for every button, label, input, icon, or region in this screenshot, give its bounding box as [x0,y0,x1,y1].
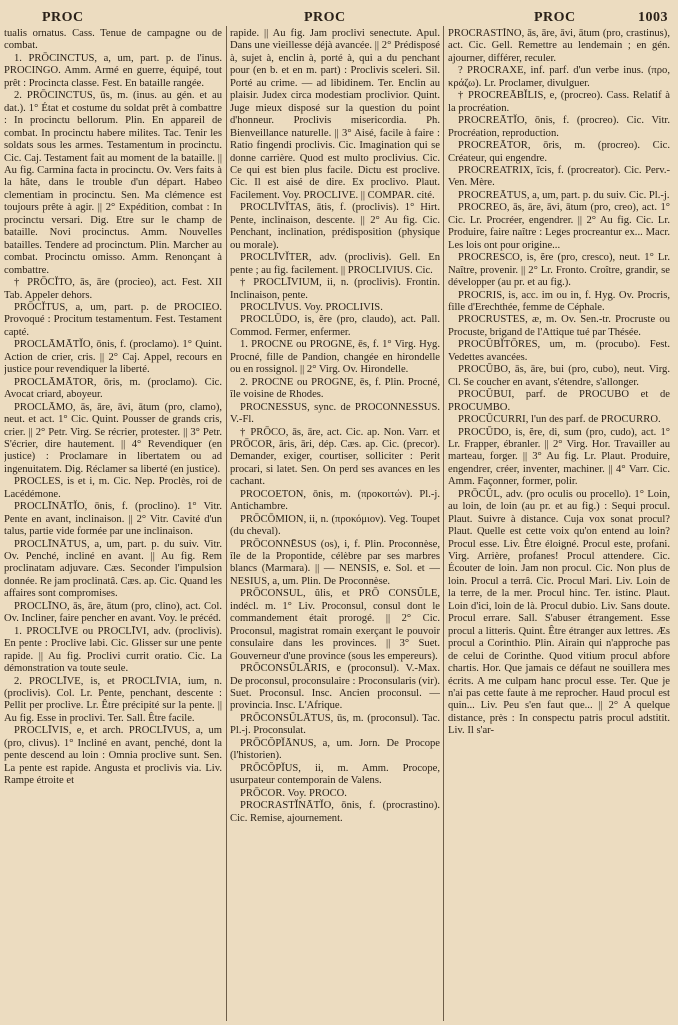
dictionary-entry: † PROCREĀBĬLIS, e, (procreo). Cass. Relatif à la procréation. [448,90,670,114]
running-head [4,10,668,28]
dictionary-entry: PROCREĀTUS, a, um, part. p. du suiv. Cic. Pl.-j. [458,189,670,201]
dictionary-entry: PRŌCŬL, adv. (pro oculis ou procello). 1° Loin, au loin, de loin (au pr. et au fig.) : Sequi procul. Plaut. Suivre à distance. Cuja vox sonat procul? Plaut. Quelle est cette voix qu'on entend au loin? Procul esse. Liv. Être éloigné. Procul este, profani. Virg. Arrière, profanes! Procul attendere. Cic. Écouter de loin. Jam non procul. Cic. Non plus de loin. Procul a terrâ. Cic. Procul Mari. Liv. Loin de la terre, de la mer. Procul hinc. Ter. istinc. Plaut. Loin d'ici, loin de là. Procul dubio. Liv. Sans doute. Procul errare. Sall. S'abuser étrangement. Esse procul a litteris. Quint. Être étranger aux lettres. Æs procul a Corinthio. Plin. Airain qui n'approche pas de celui de Corinthe. Quod vitium procul abfore chartis. Hor. Que jamais ce défaut ne souillera mes écrits. A me culpam hanc procul esse. Ter. Que je n'ai pas cette faute à me reprocher. Haud procul est quin... Liv. Peu s'en faut que... || 2° A quelque distance, près : In conspectu patris procul adstitit. Liv. Il s'ar- [448,488,670,737]
dictionary-entry: PROCRIS, is, acc. im ou in, f. Hyg. Ov. Procris, fille d'Erechthée, femme de Céphale. [448,289,670,313]
running-head-left: PROC [42,10,84,25]
dictionary-entry: 2. PRŌCINCTUS, ūs, m. (inus. au gén. et au dat.). 1° État et costume du soldat prêt à combattre : In procinctu bellorum. Plin. En appareil de combat. In procinctu habere milites. Tac. Tenir les soldats sous les armes. Testamentum in procinctu. Cic. Caj. Testament fait au moment de la bataille. || Au fig. Carmina facta in procinctu. Ov. Vers faits à la hâte, dans le trouble d'un départ. Habeo clementiam in procinctu. Sen. Ma clémence est toujours prête à agir. || 2° Expédition, combat : In procinctu versari. Dig. Etre sur le champ de bataille. Novi procinctus. Amm. Nouvelles batailles. Tendere ad procinctum. Plin. Marcher au combat. Procinctu omisso. Amm. Renonçant à combattre. [4,90,222,276]
dictionary-entry: † PROCLĪVIUM, ii, n. (proclivis). Frontin. Inclinaison, pente. [230,277,440,301]
dictionary-entry: PROCLĪNĀTUS, a, um, part. p. du suiv. Vitr. Ov. Penché, incliné en avant. || Au fig. Rem proclinatam adjuvare. Cæs. Seconder l'impulsion donnée. Re jam proclinatâ. Cæs. ap. Cic. Quand les affaires sont compromises. [4,538,222,600]
dictionary-entry: 2. PROCNE ou PROGNE, ēs, f. Plin. Procné, île voisine de Rhodes. [230,376,440,401]
text-columns [4,28,670,1021]
column-left [4,28,222,1021]
dictionary-entry: 1. PROCNE ou PROGNE, ēs, f. 1° Virg. Hyg. Procné, fille de Pandion, changée en hirondelle ou en rossignol. || 2° Virg. Ov. Hirondelle. [230,339,440,376]
dictionary-entry: PROCOETON, ōnis, m. (προκοιτών). Pl.-j. Antichambre. [230,488,440,513]
dictionary-entry: PROCREĀTOR, ōris, m. (procreo). Cic. Créateur, qui engendre. [448,140,670,164]
dictionary-entry: PROCLĪNĀTĬO, ōnis, f. (proclino). 1° Vitr. Pente en avant, inclinaison. || 2° Vitr. Cavité d'un talus, partie vide formée par une inclinaison. [4,501,222,538]
dictionary-entry: PRŌCŎPĬĀNUS, a, um. Jorn. De Procope (l'historien). [230,737,440,762]
dictionary-entry: PRŌCOR. Voy. PROCO. [240,787,347,799]
dictionary-entry: PROCNESSUS, sync. de PROCONNESSUS. V.-Fl. [230,401,440,426]
dictionary-entry: PROCRASTĬNO, ās, āre, āvi, ātum (pro, crastinus), act. Cic. Gell. Remettre au lendemain ; en gén. ajourner, différer, reculer. [448,28,670,64]
dictionary-entry: PROCLŪDO, is, ĕre (pro, claudo), act. Pall. Commod. Fermer, enfermer. [230,314,440,338]
dictionary-entry: 2. PROCLĪVE, is, et PROCLĪVIA, ium, n. (proclivis). Col. Lr. Pente, penchant, descente : Pellit per proclive. Lr. Être précipité sur la pente. || Au fig. Esse in proclivi. Ter. Sall. Être facile. [4,675,222,724]
page-number: 1003 [638,10,668,25]
dictionary-entry: PRŌCONSUL, ŭlis, et PRŌ CONSŬLE, indécl. m. 1° Liv. Proconsul, consul dont le commandement était prorogé. || 2° Cic. Proconsul, magistrat romain exerçant le pouvoir consulaire dans les provinces. || 3° Suet. Gouverneur d'une province (sous les empereurs). [230,588,440,662]
dictionary-entry: PROCLĀMO, ās, āre, āvi, ātum (pro, clamo), neut. et act. 1° Cic. Quint. Pousser de grands cris, crier. || 2° Petr. Virg. Se récrier, protester. || 3° Petr. S'écrier, dire hautement. || 4° Revendiquer (en justice) : Proclamare in libertatem ou ad ingenuitatem. Dig. Réclamer sa liberté (en justice). [4,401,222,475]
dictionary-entry: PROCŬBĬTŌRES, um, m. (procubo). Fest. Vedettes avancées. [448,339,670,363]
dictionary-entry: PROCREO, ās, āre, āvi, ātum (pro, creo), act. 1° Cic. Lr. Procréer, engendrer. || 2° Au fig. Cic. Lr. Produire, faire naître : Leges procreantur ex... Macr. Les lois ont pour origine... [448,202,670,251]
dictionary-entry: PROCŬBUI, parf. de PROCUBO et de PROCUMBO. [448,389,670,413]
dictionary-entry: PRŌCONSŬLĀRIS, e (proconsul). V.-Max. De proconsul, proconsulaire : Proconsularis (vir). Suet. Proconsul. Insc. Ancien proconsul. — provincia. Insc. L'Afrique. [230,663,440,712]
dictionary-entry: PRŌCONNĒSUS (os), i, f. Plin. Proconnèse, île de la Propontide, célèbre par ses marbres blancs (Marmara). || — NENSIS, e. Sol. et — NESIUS, a, um. Plin. De Proconnèse. [230,538,440,587]
running-head-center: PROC [304,10,346,25]
dictionary-entry: PRŌCŎPĬUS, ii, m. Amm. Procope, usurpateur contemporain de Valens. [230,762,440,787]
dictionary-entry: PROCREATRIX, īcis, f. (procreator). Cic. Perv.-Ven. Mère. [448,164,670,189]
dictionary-entry: PROCLĪVĬTAS, ātis, f. (proclivis). 1° Hirt. Pente, inclinaison, descente. || 2° Au fig. Cic. Penchant, inclination, prédisposition (physique ou morale). [230,202,440,251]
dictionary-entry: PROCŪCURRI, l'un des parf. de PROCURRO. [458,414,661,426]
dictionary-entry: PROCLĪVUS. Voy. PROCLIVIS. [240,301,383,313]
dictionary-entry: PROCLĪVĬTER, adv. (proclivis). Gell. En pente ; au fig. facilement. || PROCLIVIUS. Cic. [230,252,440,276]
dictionary-entry: 1. PROCLĪVE ou PROCLĪVI, adv. (proclivis). En pente : Proclive labi. Cic. Glisser sur une pente rapide. || Au fig. Proclivi currit oratio. Cic. La démonstration va toute seule. [4,625,222,675]
dictionary-entry: ? PROCRAXE, inf. parf. d'un verbe inus. (προ, κράζω). Lr. Proclamer, divulguer. [448,65,670,89]
dictionary-entry: PROCŪDO, is, ĕre, di, sum (pro, cudo), act. 1° Lr. Frapper, ébranler. || 2° Virg. Hor. Travailler au marteau, forger. || 3° Au fig. Lr. Plaut. Produire, engendrer, créer, inventer, machiner. || 4° Varr. Cic. Amm. Façonner, former, polir. [448,426,670,488]
dictionary-entry: PROCŪBO, ās, āre, bui (pro, cubo), neut. Virg. Cl. Se coucher en avant, s'étendre, s'allonger. [448,364,670,388]
column-right [448,28,670,1021]
running-head-right: PROC [534,10,576,25]
dictionary-entry: PRŌCŌMION, ii, n. (προκόμιον). Veg. Toupet (du cheval). [230,513,440,538]
dictionary-entry: PROCLĪVIS, e, et arch. PROCLĪVUS, a, um (pro, clivus). 1° Incliné en avant, penché, dont la pente descend au loin : Omnia proclive sunt. Sen. La pente est rapide. Angusta et proclivis via. Liv. Rampe étroite et [4,725,222,787]
dictionary-entry: PRŌCĬTUS, a, um, part. p. de PROCIEO. Provoqué : Procitum testamentum. Fest. Testament capté. [4,301,222,338]
dictionary-entry: † PRŌCĬTO, ās, āre (procieo), act. Fest. XII Tab. Appeler dehors. [4,277,222,301]
dictionary-entry: tualis ornatus. Cass. Tenue de campagne ou de combat. [4,28,222,52]
dictionary-entry: † PRŌCO, ās, āre, act. Cic. ap. Non. Varr. et PRŌCOR, āris, āri, dép. Cæs. ap. Cic. (precor). Demander, exiger, courtiser, solliciter : Perit procari, si latet. Sen. On perd ses avances en les cachant. [230,426,440,488]
column-middle [230,28,440,1021]
dictionary-entry: PROCLĀMĀTĬO, ōnis, f. (proclamo). 1° Quint. Action de crier, cris. || 2° Caj. Appel, recours en justice pour revendiquer la liberté. [4,339,222,376]
dictionary-entry: PROCLES, is et i, m. Cic. Nep. Proclès, roi de Lacédémone. [4,476,222,500]
dictionary-entry: PROCREĀTĬO, ōnis, f. (procreo). Cic. Vitr. Procréation, reproduction. [448,115,670,139]
dictionary-entry: 1. PRŌCINCTUS, a, um, part. p. de l'inus. PROCINGO. Amm. Armé en guerre, équipé, tout prêt : Procincta classe. Fest. En bataille rangée. [4,52,222,89]
dictionary-entry: PROCRESCO, is, ĕre (pro, cresco), neut. 1° Lr. Naître, provenir. || 2° Lr. Fronto. Croître, grandir, se développer (au pr. et au fig.). [448,252,670,289]
dictionary-entry: PRŌCONSŬLĀTUS, ūs, m. (proconsul). Tac. Pl.-j. Proconsulat. [230,712,440,737]
dictionary-entry: PROCLĀMĀTOR, ōris, m. (proclamo). Cic. Avocat criard, aboyeur. [4,376,222,401]
dictionary-entry: PROCRUSTES, æ, m. Ov. Sen.-tr. Procruste ou Procuste, brigand de l'Attique tué par Thésée. [448,314,670,338]
dictionary-entry: rapide. || Au fig. Jam proclivi senectute. Apul. Dans une vieillesse déjà avancée. || 2° Prédisposé à, sujet à, enclin à, porté à, qui a du penchant pour (en b. et en m. part) : Proclivis sceleri. Sil. Porté au crime. — ad libidinem. Ter. Enclin au plaisir. Judex circa modestiam proclivior. Quint. Juge mieux disposé sur la question du point d'honneur. Proclivis misericordia. Ph. Bienveillance naturelle. || 3° Aisé, facile à faire : Ratio fingendi proclivis. Cic. Imagination qui se donne carrière. Quod est multo proclivius. Cic. Ce qui est bien plus facile. Dictu est proclive. Cic. Il est aisé de dire. Ex proclivo. Plaut. Facilement. Voy. PROCLIVE. || COMPAR. cité. [230,28,440,201]
dictionary-entry: PROCRASTĬNĀTĬO, ōnis, f. (procrastino). Cic. Remise, ajournement. [230,800,440,824]
dictionary-entry: PROCLĪNO, ās, āre, ātum (pro, clino), act. Col. Ov. Incliner, faire pencher en avant. Voy. le précéd. [4,600,222,625]
